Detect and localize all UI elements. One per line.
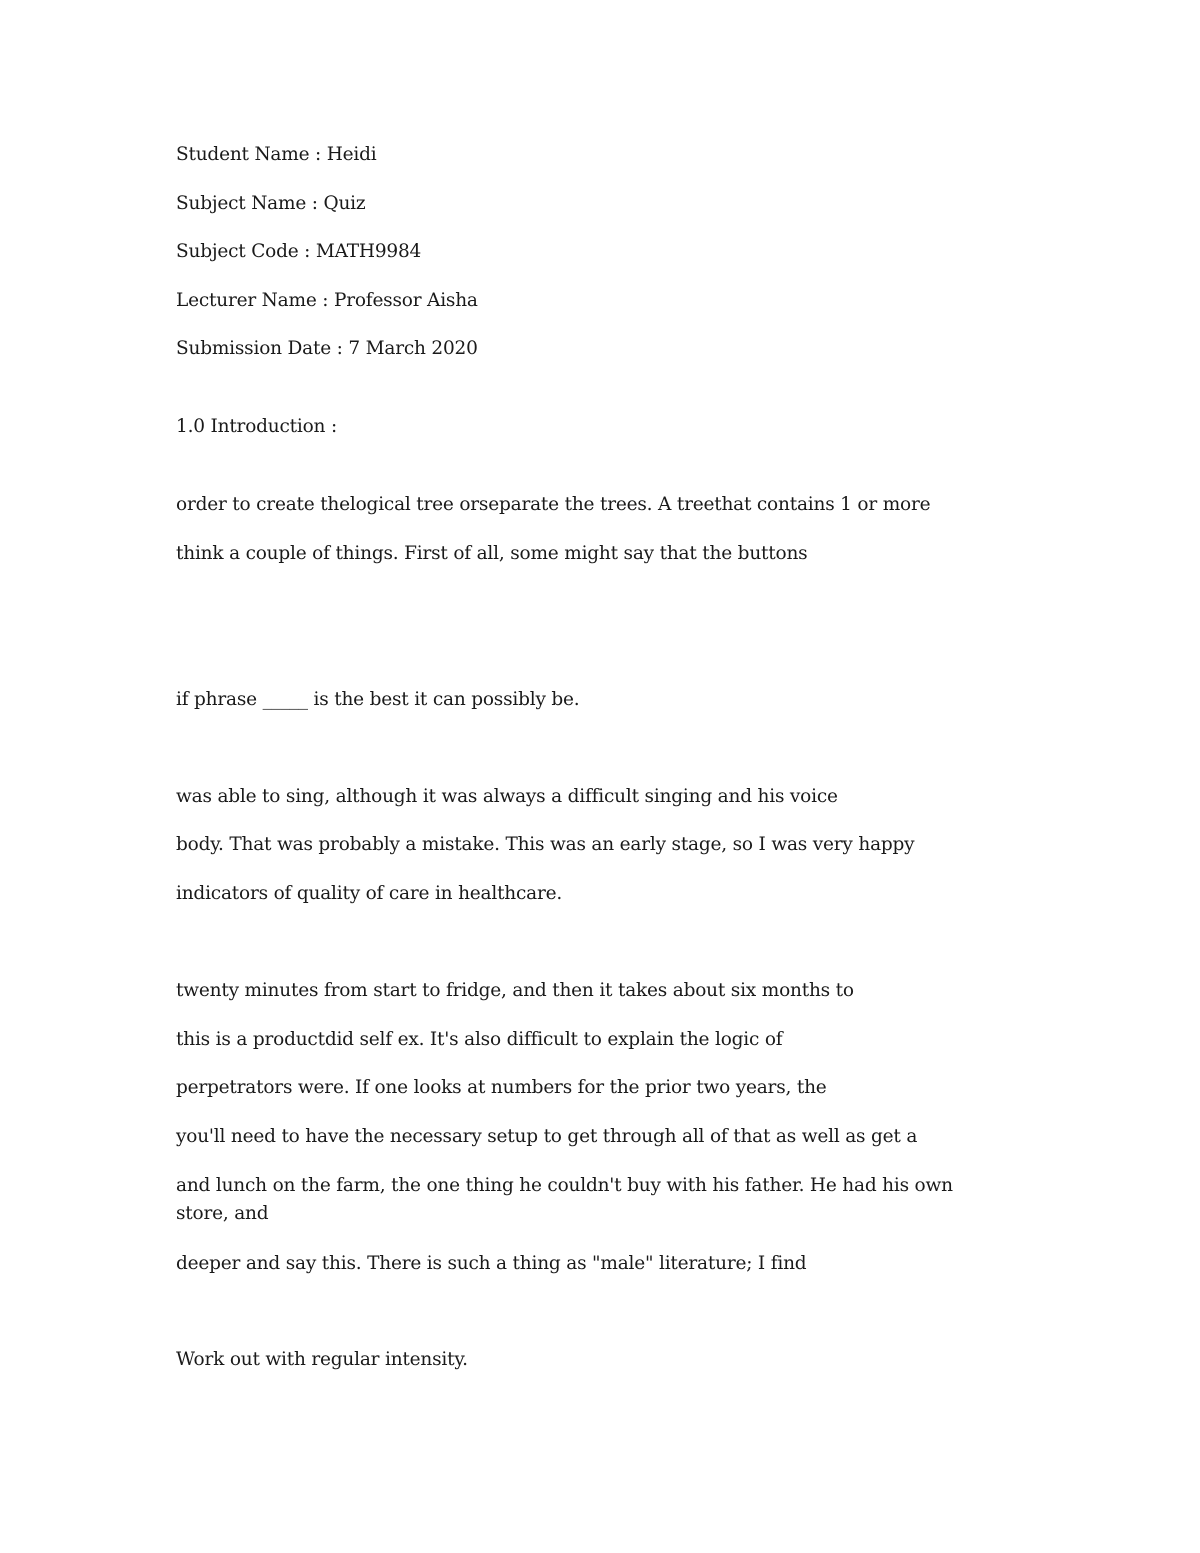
lecturer-name: Lecturer Name : Professor Aisha (176, 290, 478, 311)
paragraph-line: indicators of quality of care in healthcare. (176, 883, 563, 904)
paragraph-line: twenty minutes from start to fridge, and then it takes about six months to (176, 980, 854, 1001)
paragraph-line: Work out with regular intensity. (176, 1349, 468, 1370)
paragraph-line: was able to sing, although it was always a difficult singing and his voice (176, 786, 838, 807)
paragraph-line: order to create thelogical tree orseparate the trees. A treethat contains 1 or more (176, 494, 931, 515)
paragraph-line: if phrase _____ is the best it can possibly be. (176, 689, 580, 710)
paragraph-line: deeper and say this. There is such a thing as "male" literature; I find (176, 1253, 807, 1274)
paragraph-line: you'll need to have the necessary setup to get through all of that as well as get a (176, 1126, 918, 1147)
paragraph-line: perpetrators were. If one looks at numbers for the prior two years, the (176, 1077, 827, 1098)
student-name: Student Name : Heidi (176, 144, 377, 165)
subject-code: Subject Code : MATH9984 (176, 241, 422, 262)
paragraph-line: this is a productdid self ex. It's also difficult to explain the logic of (176, 1029, 783, 1050)
subject-name: Subject Name : Quiz (176, 193, 366, 214)
submission-date: Submission Date : 7 March 2020 (176, 338, 478, 359)
paragraph-line: body. That was probably a mistake. This was an early stage, so I was very happy (176, 834, 915, 855)
paragraph-line: think a couple of things. First of all, some might say that the buttons (176, 543, 808, 564)
section-heading: 1.0 Introduction : (176, 416, 337, 437)
paragraph-line: and lunch on the farm, the one thing he couldn't buy with his father. He had his own store, and (176, 1175, 953, 1224)
